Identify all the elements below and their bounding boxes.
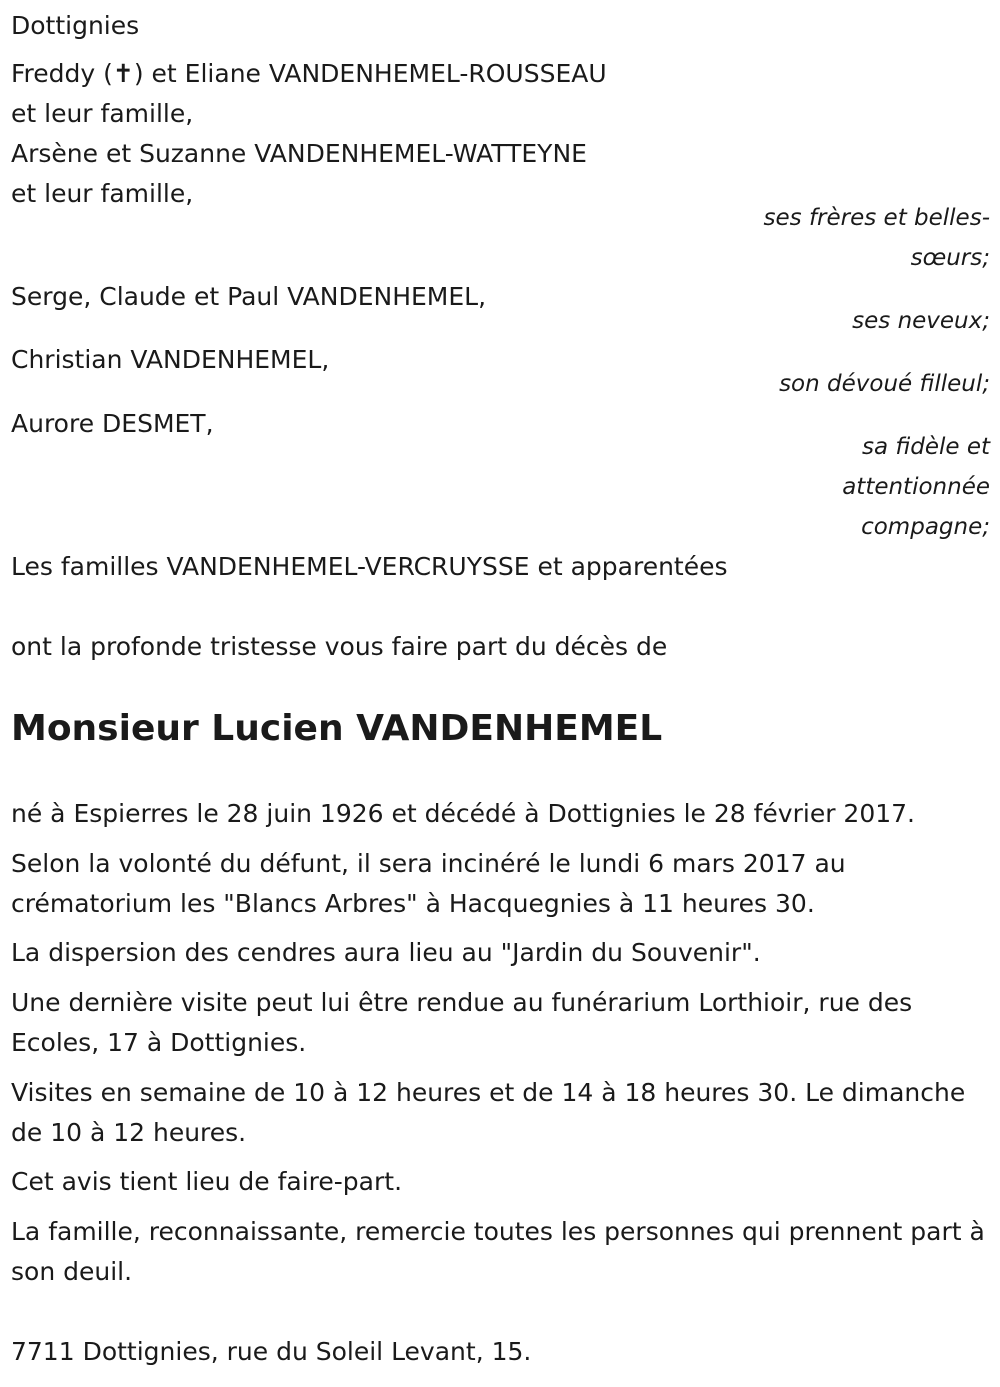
mourner-line-7: Aurore DESMET, (11, 409, 214, 438)
location-heading: Dottignies (11, 11, 140, 40)
mourner-line-3: Arsène et Suzanne VANDENHEMEL-WATTEYNE (11, 139, 587, 168)
role-siblings-2: sœurs; (910, 245, 990, 271)
role-siblings-1: ses frères et belles- (763, 205, 990, 231)
deceased-name: Monsieur Lucien VANDENHEMEL (11, 708, 663, 749)
announcement: ont la profonde tristesse vous faire part du décès de (11, 632, 668, 661)
cremation-info: Selon la volonté du défunt, il sera incinéré le lundi 6 mars 2017 au crématorium les "Blancs Arbres" à Hacquegnies à 11 heures 30. (11, 849, 846, 918)
dispersion-info: La dispersion des cendres aura lieu au "Jardin du Souvenir". (11, 938, 761, 967)
mourner-line-1: Freddy (✝) et Eliane VANDENHEMEL-ROUSSEAU (11, 59, 607, 88)
mourner-line-2: et leur famille, (11, 99, 194, 128)
thanks: La famille, reconnaissante, remercie toutes les personnes qui prennent part à son deuil. (11, 1217, 985, 1286)
mourner-line-5: Serge, Claude et Paul VANDENHEMEL, (11, 282, 487, 311)
visit-place: Une dernière visite peut lui être rendue au funérarium Lorthioir, rue des Ecoles, 17 à Dottignies. (11, 988, 913, 1057)
role-companion-2: attentionnée (842, 474, 990, 500)
birth-death: né à Espierres le 28 juin 1926 et décédé à Dottignies le 28 février 2017. (11, 799, 915, 828)
mourner-line-4: et leur famille, (11, 179, 194, 208)
visit-hours: Visites en semaine de 10 à 12 heures et de 14 à 18 heures 30. Le dimanche de 10 à 12 heures. (11, 1078, 966, 1147)
role-nephews: ses neveux; (852, 308, 990, 334)
role-companion-3: compagne; (861, 514, 990, 540)
role-godson: son dévoué filleul; (779, 371, 990, 397)
mourner-line-6: Christian VANDENHEMEL, (11, 345, 330, 374)
mourner-line-8: Les familles VANDENHEMEL-VERCRUYSSE et apparentées (11, 552, 728, 581)
role-companion-1: sa fidèle et (861, 434, 990, 460)
notice: Cet avis tient lieu de faire-part. (11, 1167, 403, 1196)
address: 7711 Dottignies, rue du Soleil Levant, 15. (11, 1337, 532, 1366)
